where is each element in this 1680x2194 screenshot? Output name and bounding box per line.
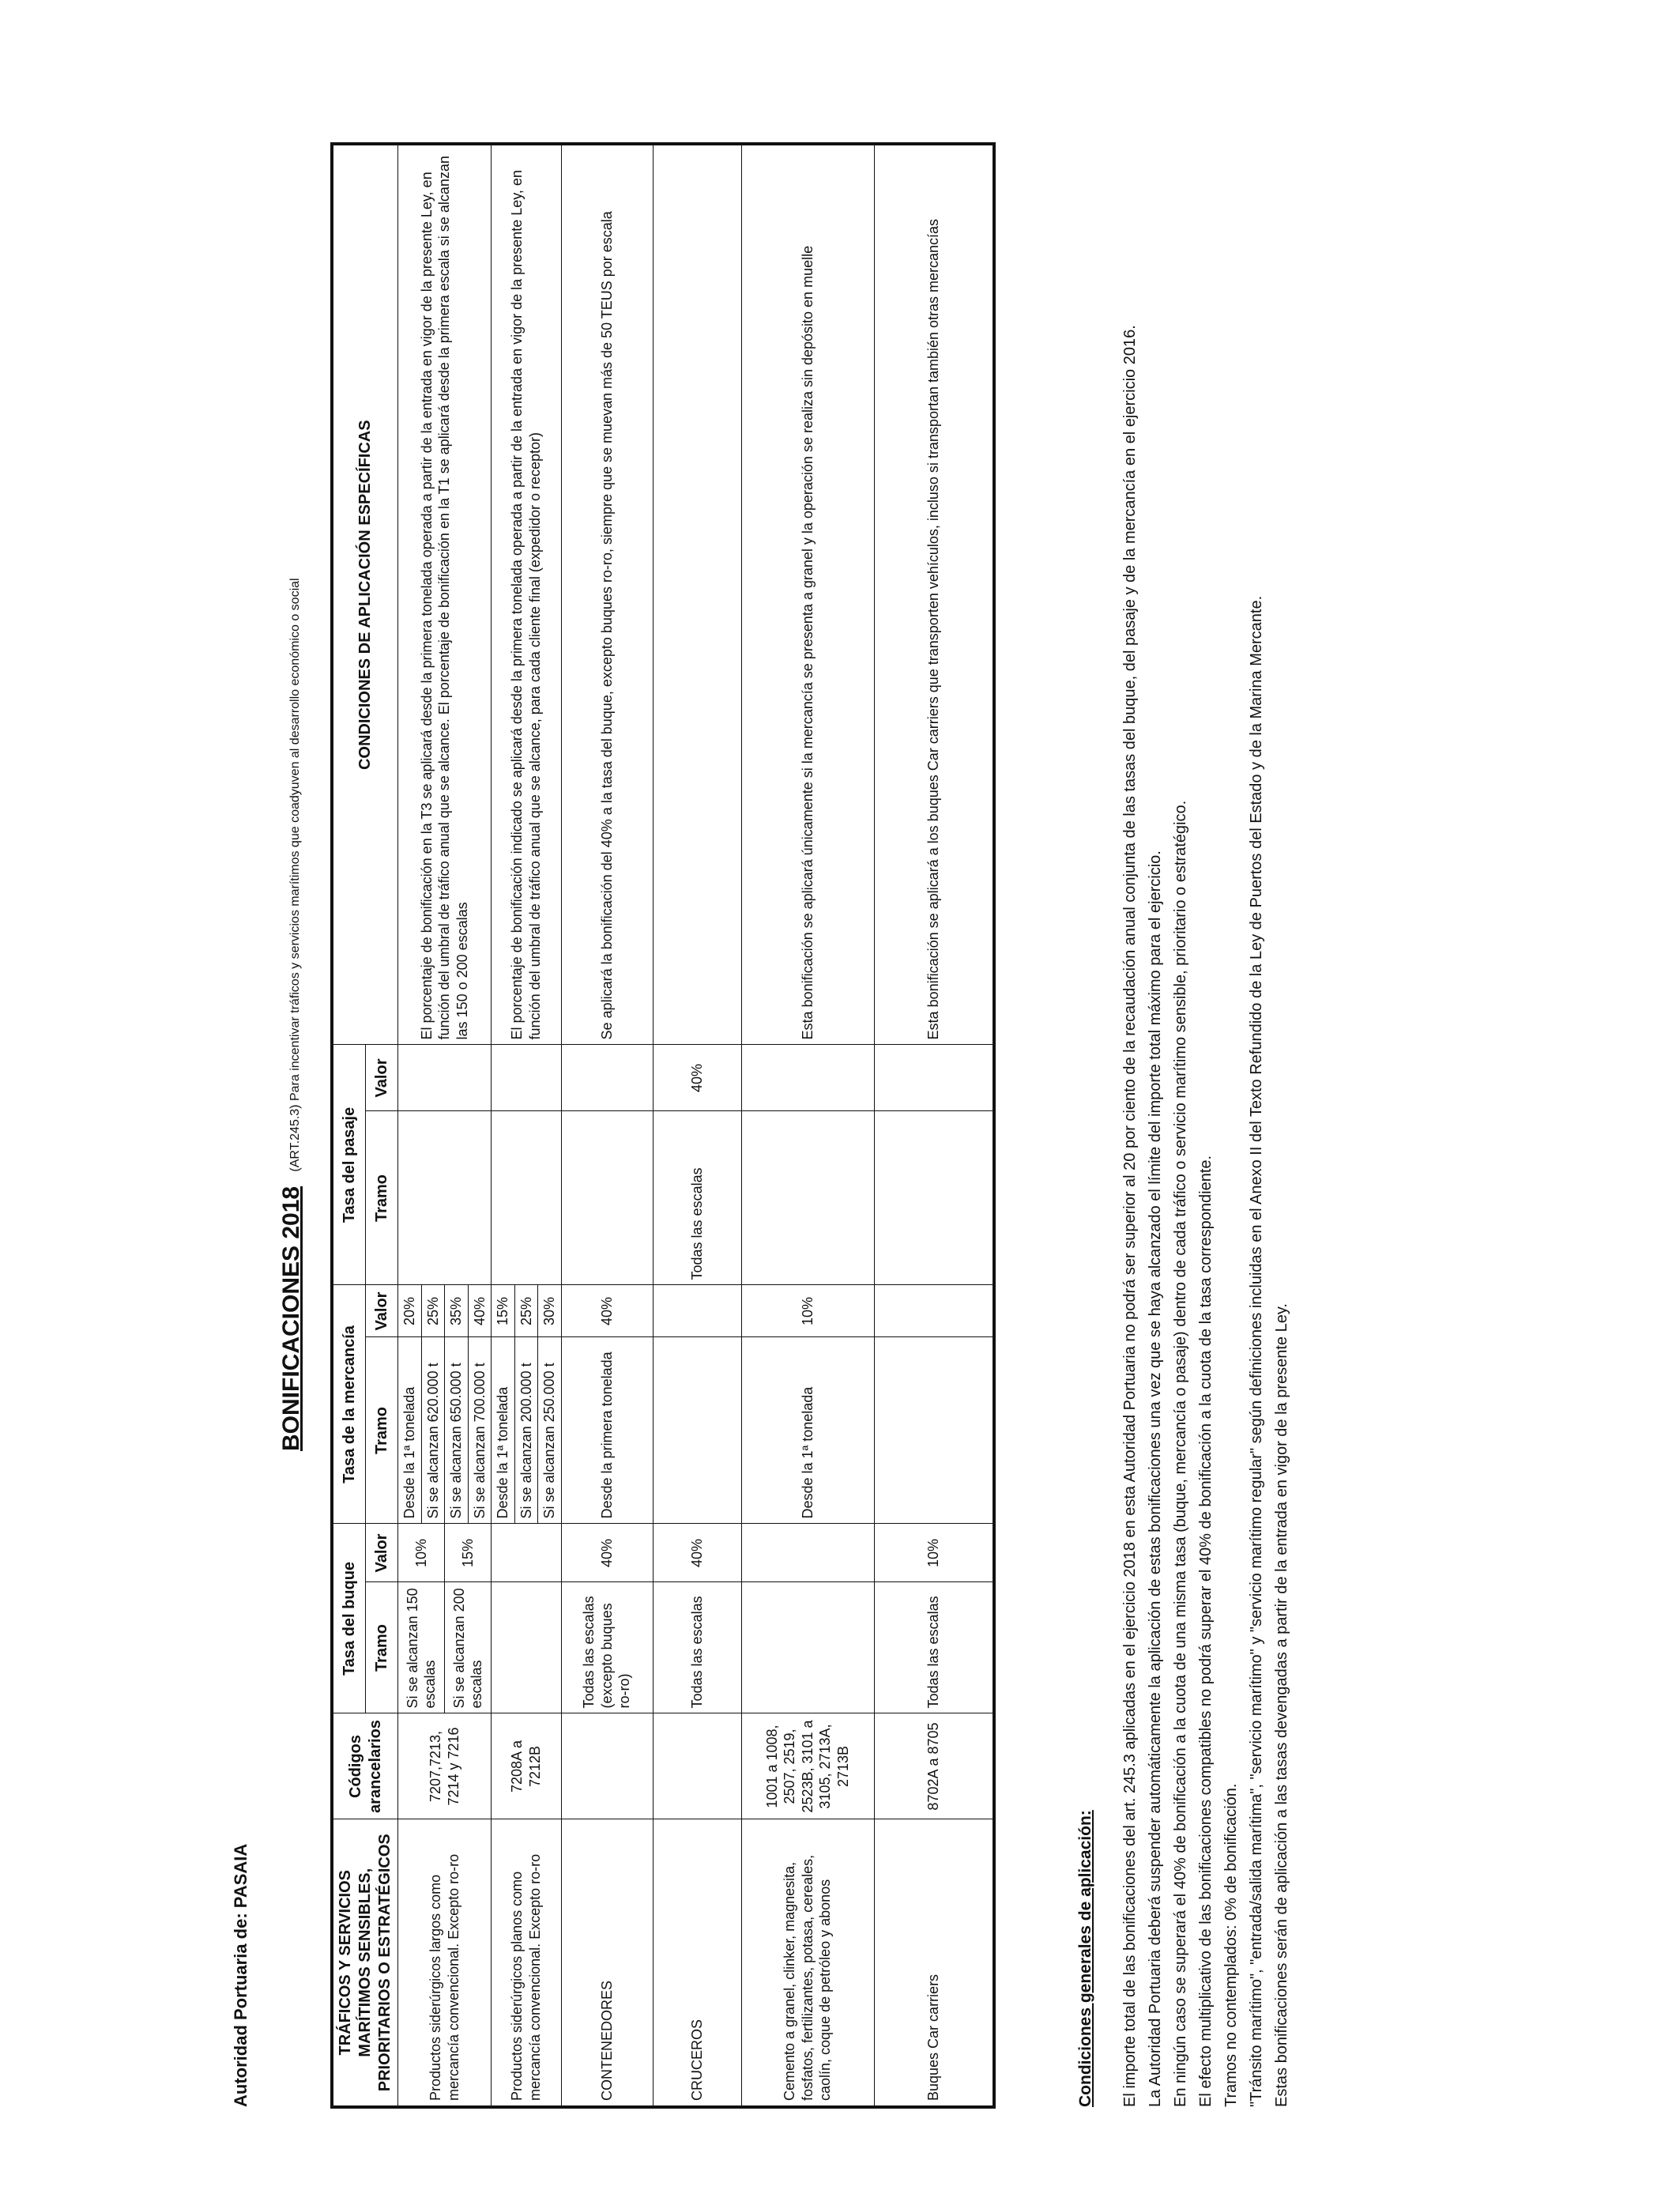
- cell-pasaje-valor: [398, 1045, 492, 1111]
- cell-merc-tramo: Desde la 1ª tonelada: [492, 1337, 515, 1524]
- cell-pasaje-valor: 40%: [653, 1045, 741, 1111]
- cell-buque-valor: 10%: [874, 1524, 994, 1582]
- cell-pasaje-valor: [741, 1045, 874, 1111]
- cell-pasaje-valor: [874, 1045, 994, 1111]
- cell-buque-valor: 15%: [445, 1524, 492, 1582]
- cell-merc-valor: [874, 1285, 994, 1337]
- table-row: [561, 144, 653, 2107]
- header-tasa-mercancia: Tasa de la mercancía: [332, 1285, 366, 1524]
- header-tasa-buque: Tasa del buque: [332, 1524, 366, 1713]
- cell-condiciones: Se aplicará la bonificación del 40% a la tasa del buque, excepto buques ro-ro, siempre que se muevan más de 50 TEUS por escala: [561, 144, 653, 1045]
- table-row: [492, 144, 515, 2107]
- cell-buque-valor: [741, 1524, 874, 1582]
- cell-buque-tramo: Todas las escalas: [874, 1582, 994, 1713]
- table-row: [741, 144, 874, 2107]
- header-tasa-pasaje: Tasa del pasaje: [332, 1045, 366, 1285]
- cell-pasaje-tramo: [874, 1111, 994, 1285]
- cell-merc-tramo: Desde la 1ª tonelada: [398, 1337, 422, 1524]
- cell-merc-tramo: [653, 1337, 741, 1524]
- cell-merc-valor: 25%: [421, 1285, 445, 1337]
- cell-buque-valor: 40%: [561, 1524, 653, 1582]
- cell-pasaje-tramo: [398, 1111, 492, 1285]
- cell-merc-valor: 30%: [538, 1285, 562, 1337]
- cell-merc-tramo: Si se alcanzan 650.000 t: [445, 1337, 469, 1524]
- cell-pasaje-tramo: Todas las escalas: [653, 1111, 741, 1285]
- cell-codigos: 8702A a 8705: [874, 1713, 994, 1819]
- cell-buque-tramo: [741, 1582, 874, 1713]
- page-subtitle: (ART.245.3) Para incentivar tráficos y servicios marítimos que coadyuven al desarrollo económico o social: [288, 578, 302, 1172]
- cell-merc-tramo: [874, 1337, 994, 1524]
- table-row: [653, 144, 741, 2107]
- bonificaciones-table: [330, 142, 996, 2109]
- table-row: [398, 144, 422, 2107]
- cell-codigos: 7208A a 7212B: [492, 1713, 562, 1819]
- header-pasaje-tramo: Tramo: [366, 1111, 398, 1285]
- header-buque-valor: Valor: [366, 1524, 398, 1582]
- cell-buque-tramo: Todas las escalas: [653, 1582, 741, 1713]
- condition-item: El efecto multiplicativo de las bonificaciones compatibles no podrá superar el 40% de bonificación a la cuota de la tasa correspondiente.: [1197, 1155, 1215, 2107]
- cell-buque-tramo: Todas las escalas (excepto buques ro-ro): [561, 1582, 653, 1713]
- header-trafico: TRÁFICOS Y SERVICIOS MARÍTIMOS SENSIBLES, PRIORITARIOS O ESTRATÉGICOS: [332, 1819, 398, 2107]
- cell-merc-valor: 40%: [561, 1285, 653, 1337]
- cell-trafico: Productos siderúrgicos largos como mercancía convencional. Excepto ro-ro: [398, 1819, 492, 2107]
- general-conditions: [1075, 84, 1297, 2107]
- cell-buque-tramo: [492, 1582, 562, 1713]
- cell-buque-valor: [492, 1524, 562, 1582]
- cell-merc-valor: 35%: [445, 1285, 469, 1337]
- cell-merc-tramo: Desde la primera tonelada: [561, 1337, 653, 1524]
- cell-buque-valor: 40%: [653, 1524, 741, 1582]
- cell-merc-valor: 25%: [514, 1285, 538, 1337]
- cell-merc-valor: 15%: [492, 1285, 515, 1337]
- cell-pasaje-valor: [561, 1045, 653, 1111]
- condition-item: En ningún caso se superará el 40% de bonificación a la cuota de una misma tasa (buque, mercancía o pasaje) dentro de cada tráfico o servicio marítimo sensible, prioritario o estratégico.: [1172, 800, 1189, 2107]
- cell-merc-tramo: Desde la 1ª tonelada: [741, 1337, 874, 1524]
- cell-codigos: [561, 1713, 653, 1819]
- cell-trafico: Productos siderúrgicos planos como mercancía convencional. Excepto ro-ro: [492, 1819, 562, 2107]
- cell-merc-valor: 20%: [398, 1285, 422, 1337]
- page-title: BONIFICACIONES 2018: [278, 1186, 304, 1451]
- title-line: [278, 578, 305, 1451]
- cell-condiciones: [653, 144, 741, 1045]
- cell-codigos: 7207,7213, 7214 y 7216: [398, 1713, 492, 1819]
- cell-pasaje-tramo: [741, 1111, 874, 1285]
- cell-trafico: Cemento a granel, clinker, magnesita, fosfatos, fertilizantes, potasa, cereales, caolín, coque de petróleo y abonos: [741, 1819, 874, 2107]
- cell-condiciones: Esta bonificación se aplicará a los buques Car carriers que transporten vehículos, incluso si transportan también otras mercancías: [874, 144, 994, 1045]
- cell-condiciones: El porcentaje de bonificación en la T3 se aplicará desde la primera tonelada operada a partir de la entrada en vigor de la presente Ley, en función del umbral de tráfico anual que se alcance. El porcentaje de bonificación en la T1 se aplicará desde la primera escala si se alcanzan las 150 o 200 escalas: [398, 144, 492, 1045]
- general-conditions-heading: Condiciones generales de aplicación:: [1076, 1810, 1094, 2107]
- cell-buque-tramo: Si se alcanzan 200 escalas: [445, 1582, 492, 1713]
- cell-buque-tramo: Si se alcanzan 150 escalas: [398, 1582, 445, 1713]
- cell-merc-tramo: Si se alcanzan 250.000 t: [538, 1337, 562, 1524]
- condition-item: "Tránsito marítimo", "entrada/salida marítima", "servicio marítimo" y "servicio marítimo regular" según definiciones incluidas en el Anexo II del Texto Refundido de la Ley de Puertos del Estado y de la Marina Mercante.: [1248, 595, 1265, 2107]
- cell-pasaje-tramo: [492, 1111, 562, 1285]
- cell-codigos: [653, 1713, 741, 1819]
- cell-merc-valor: 40%: [468, 1285, 492, 1337]
- authority-label: Autoridad Portuaria de: PASAIA: [231, 1843, 250, 2107]
- cell-merc-tramo: Si se alcanzan 620.000 t: [421, 1337, 445, 1524]
- cell-condiciones: Esta bonificación se aplicará únicamente si la mercancía se presenta a granel y la operación se realiza sin depósito en muelle: [741, 144, 874, 1045]
- cell-trafico: Buques Car carriers: [874, 1819, 994, 2107]
- header-pasaje-valor: Valor: [366, 1045, 398, 1111]
- cell-trafico: CRUCEROS: [653, 1819, 741, 2107]
- cell-merc-valor: 10%: [741, 1285, 874, 1337]
- table-row: [874, 144, 994, 2107]
- condition-item: Estas bonificaciones serán de aplicación a las tasas devengadas a partir de la entrada en vigor de la presente Ley.: [1273, 1303, 1290, 2107]
- cell-merc-valor: [653, 1285, 741, 1337]
- condition-item: El importe total de las bonificaciones del art. 245.3 aplicadas en el ejercicio 2018 en esta Autoridad Portuaria no podrá ser superior al 20 por ciento de la recaudación anual conjunta de las tasas del buque, del pasaje y de la mercancía en el ejercicio 2016.: [1121, 325, 1139, 2107]
- cell-trafico: CONTENEDORES: [561, 1819, 653, 2107]
- cell-buque-valor: 10%: [398, 1524, 445, 1582]
- header-buque-tramo: Tramo: [366, 1582, 398, 1713]
- cell-merc-tramo: Si se alcanzan 200.000 t: [514, 1337, 538, 1524]
- cell-pasaje-valor: [492, 1045, 562, 1111]
- header-codigos: Códigos arancelarios: [332, 1713, 398, 1819]
- cell-condiciones: El porcentaje de bonificación indicado se aplicará desde la primera tonelada operada a partir de la entrada en vigor de la presente Ley, en función del umbral de tráfico anual que se alcance, para cada cliente final (expedidor o receptor): [492, 144, 562, 1045]
- cell-codigos: 1001 a 1008, 2507, 2519, 2523B, 3101 a 3105, 2713A, 2713B: [741, 1713, 874, 1819]
- header-condiciones: CONDICIONES DE APLICACIÓN ESPECÍFICAS: [332, 144, 398, 1045]
- cell-merc-tramo: Si se alcanzan 700.000 t: [468, 1337, 492, 1524]
- condition-item: La Autoridad Portuaria deberá suspender automáticamente la aplicación de estas bonificaciones una vez que se haya alcanzado el límite del importe total máximo para el ejercicio.: [1147, 850, 1164, 2107]
- cell-pasaje-tramo: [561, 1111, 653, 1285]
- header-merc-tramo: Tramo: [366, 1337, 398, 1524]
- condition-item: Tramos no contemplados: 0% de bonificación.: [1222, 1783, 1240, 2107]
- header-merc-valor: Valor: [366, 1285, 398, 1337]
